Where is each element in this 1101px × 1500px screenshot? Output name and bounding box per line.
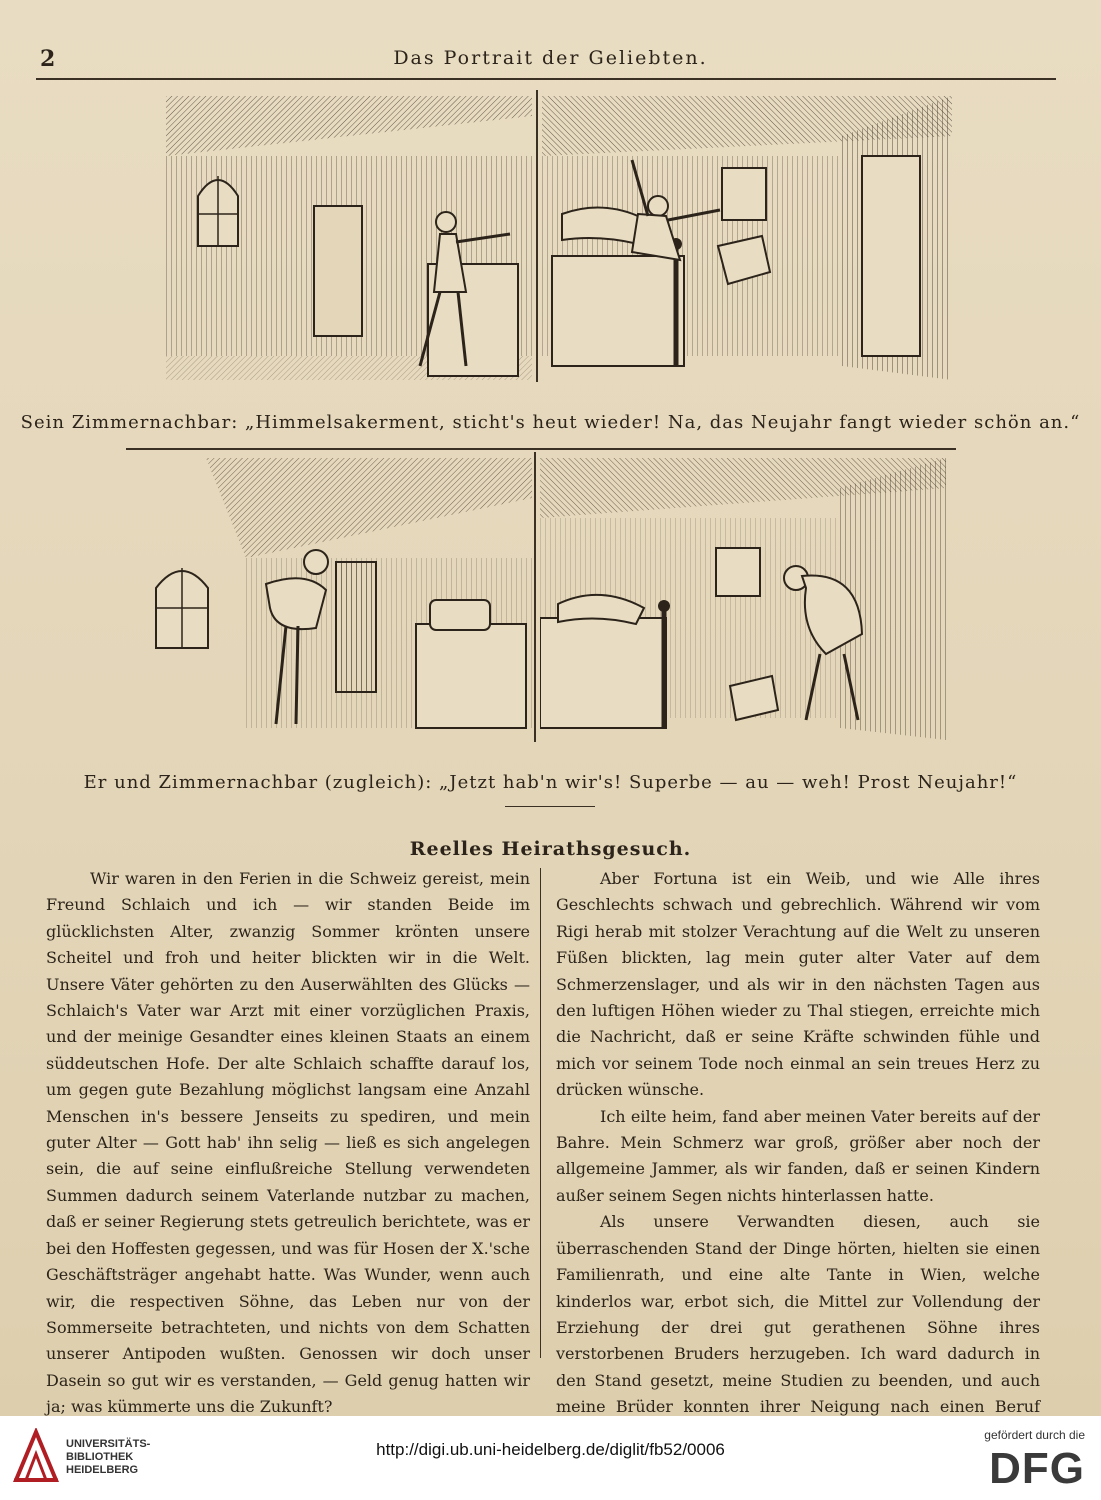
illustration-top-right <box>542 96 952 380</box>
illustration-bottom-left <box>146 458 532 740</box>
funded-by-label: gefördert durch die <box>984 1428 1085 1442</box>
page-number: 2 <box>40 46 56 72</box>
header-rule <box>36 78 1056 80</box>
source-url-link[interactable]: http://digi.ub.uni-heidelberg.de/diglit/fb52/0006 <box>376 1440 725 1459</box>
article-paragraph: Ich eilte heim, fand aber meinen Vater bereits auf der Bahre. Mein Schmerz war groß, größer aber noch der allgemeine Jammer, als wir fanden, daß er seinen Kindern außer seinem Segen nichts hinterlassen hatte. <box>556 1106 1040 1205</box>
illustration-caption-top: Sein Zimmernachbar: „Himmelsakerment, sticht's heut wieder! Na, das Neujahr fangt wieder schön an.“ <box>20 412 1081 433</box>
section-rule-middle <box>126 448 956 450</box>
article-paragraph: Als unsere Verwandten diesen, auch sie überraschenden Stand der Dinge hörten, hielten sie einen Familienrath, und eine alte Tante in Wien, welche kinderlos war, erbot sich, die Mittel zur Vollendung der Erziehung der drei gut gerathenen Söhne ihres verstorbenen Bruders herzugeben. Ich ward dadurch in den Stand gesetzt, meine Studien zu beenden, und auch meine Brüder konnten ihrer Neigung nach einen Beruf <box>556 1212 1040 1417</box>
article-paragraph: Wir waren in den Ferien in die Schweiz gereist, mein Freund Schlaich und ich — wir standen Beide im glücklichsten Alter, zwanzig Sommer krönten unsere Scheitel und froh und heiter blickten wir in die Welt. Unsere Väter gehörten zu den Auserwählten des Glücks — Schlaich's Vater war Arzt mit einer vorzüglichen Praxis, und der meinige Gesandter eines kleinen Staats an einem süddeutschen Hofe. Der alte Schlaich schaffte darauf los, um gegen gute Bezahlung möglichst langsam eine Anzahl Menschen in's bessere Jenseits zu spediren, und mein guter Alter — Gott hab' ihn selig — ließ es sich angelegen sein, die auf seine einflußreiche Stellung verwendeten Summen dadurch seinem Vaterlande nutzbar zu machen, daß er seiner Regierung stets getreulich berichtete, was er bei den Hoffesten gegessen, und was für Hosen der X.'sche Geschäftsträger angehabt hatte. Was Wunder, wenn auch wir, die respectiven Söhne, das Leben nur von der Sommerseite betrachteten, und nichts von dem Schatten unserer Antipoden wußten. Genossen wir doch unser Dasein so gut wir es verstanden, — Geld genug hatten wir ja; was kümmerte uns die Zukunft? <box>46 869 530 1417</box>
short-separator <box>505 806 595 807</box>
institution-line: UNIVERSITÄTS- <box>66 1438 151 1450</box>
illustration-divider-top <box>536 90 538 382</box>
column-divider <box>540 868 541 1358</box>
illustration-divider-bottom <box>534 452 536 742</box>
illustration-top-left <box>166 96 532 380</box>
running-title: Das Portrait der Geliebten. <box>393 47 708 69</box>
dfg-logo: DFG <box>989 1444 1085 1493</box>
institution-line: HEIDELBERG <box>66 1464 139 1476</box>
article-column-left <box>46 866 530 1421</box>
illustration-caption-bottom: Er und Zimmernachbar (zugleich): „Jetzt hab'n wir's! Superbe — au — weh! Prost Neujahr!“ <box>83 772 1018 793</box>
article-column-right <box>556 866 1040 1500</box>
article-title: Reelles Heirathsgesuch. <box>409 838 692 860</box>
illustration-bottom-right <box>540 458 946 740</box>
institution-line: BIBLIOTHEK <box>66 1451 134 1463</box>
article-paragraph: Aber Fortuna ist ein Weib, und wie Alle ihres Geschlechts schwach und gebrechlich. Während wir vom Rigi herab mit stolzer Verachtung auf die Welt zu unseren Füßen blickten, lag mein guter alter Vater auf dem Schmerzenslager, und als wir in den nächsten Tagen aus den luftigen Höhen wieder zu Thal stiegen, erreichte mich die Nachricht, daß er seine Kräfte schwinden fühle und mich vor seinem Tode noch einmal an sein treues Herz zu drücken wünsche. <box>556 869 1040 1100</box>
